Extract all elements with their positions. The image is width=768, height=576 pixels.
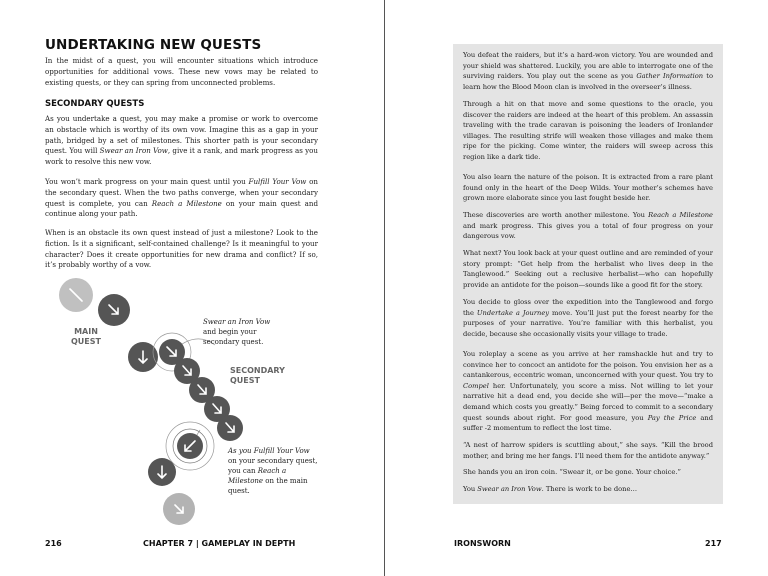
page-number: 216 [45, 539, 62, 548]
example-paragraph: These discoveries are worth another milestone. You Reach a Milestone and mark progress. This gives you a total of four progress on your dangerous vow. [463, 211, 713, 241]
main-quest-label: MAIN QUEST [71, 327, 101, 346]
example-paragraph: “A nest of harrow spiders is scuttling about,” she says. “Kill the brood mother, and bring me her fangs. I’ll need them for the antidote anyway.” [463, 441, 713, 460]
move-name: Pay the Price [647, 413, 697, 422]
move-name: Swear an Iron Vow [99, 146, 168, 156]
move-name: Gather Information [636, 72, 704, 81]
example-paragraph: You roleplay a scene as you arrive at her ramshackle hut and try to convince her to concoct an antidote for the poison. You envision her as a cantankerous, eccentric woman, unconcerned with your quest. You try to Compel her. Unfortunately, you score a miss. Not willing to let your narrative hit a dead end, you decide she will—per the move—“make a demand which costs you greatly.” Being forced to commit to a secondary quest sounds about right. For good measure, you Pay the Price and suffer -2 momentum to reflect the lost time. [463, 350, 714, 433]
intro-paragraph: In the midst of a quest, you will encounter situations which introduce opportunities for additional vows. These new vows may be related to existing quests, or they can spring from unconnected problems. [45, 56, 318, 87]
swear-vow-note: Swear an Iron Vow and begin your secondary quest. [203, 318, 271, 346]
example-paragraph: She hands you an iron coin. “Swear it, or be gone. Your choice.” [463, 468, 681, 476]
section-heading: SECONDARY QUESTS [45, 99, 145, 109]
paragraph-1: As you undertake a quest, you may make a promise or work to overcome an obstacle which is worthy of its own vow. Imagine this as a gap in your path, bridged by a set of milestones. This shorter path is your secondary quest. You will Swear an Iron Vow, give it a rank, and mark progress as you work to resolve this new vow. [45, 114, 318, 167]
page-number: 217 [705, 539, 722, 548]
chapter-footer: CHAPTER 7 | GAMEPLAY IN DEPTH [143, 539, 296, 548]
move-name: Swear an Iron Vow [477, 485, 542, 493]
page-title: UNDERTAKING NEW QUESTS [45, 37, 262, 53]
paragraph-2: You won’t mark progress on your main quest until you Fulfill Your Vow on the secondary quest. When the two paths converge, when your secondary quest is complete, you can Reach a Milestone on your main quest and continue along your path. [45, 177, 318, 219]
move-name: Fulfill Your Vow [248, 177, 307, 186]
page-divider [384, 0, 385, 576]
move-name: Undertake a Journey [476, 308, 550, 317]
move-name: Compel [463, 381, 489, 390]
example-paragraph: You Swear an Iron Vow. There is work to be done… [463, 485, 638, 493]
example-paragraph: Through a hit on that move and some questions to the oracle, you discover the raiders are indeed at the heart of this problem. An assassin traveling with the trade caravan is poisoning the leaders of Ironlander villages. The resulting strife will weaken those villages and make them ripe for the picking. Come winter, the raiders will sweep across this region like a dark tide. [463, 100, 713, 161]
secondary-quest-label: SECONDARY QUEST [230, 366, 285, 385]
fulfill-vow-note: As you Fulfill Your Vow on your secondary quest, you can Reach a Milestone on the main quest. [228, 447, 318, 495]
quest-path-diagram [45, 275, 335, 530]
move-name: Reach a Milestone [151, 198, 222, 208]
book-title-footer: IRONSWORN [454, 539, 511, 548]
example-paragraph: You also learn the nature of the poison. It is extracted from a rare plant found only in the heart of the Deep Wilds. Your mother’s schemes have grown more elaborate since you last fought beside her. [463, 173, 713, 203]
example-paragraph: You decide to gloss over the expedition into the Tanglewood and forgo the Undertake a Journey move. You’ll just put the forest nearby for the purposes of your narrative. You’re familiar with this herbalist, you decide, because she occasionally visits your village to trade. [463, 298, 714, 338]
move-name: Reach a Milestone [648, 211, 713, 219]
example-paragraph: What next? You look back at your quest outline and are reminded of your story prompt: “Get help from the herbalist who lives deep in the Tanglewood.” Seeking out a reclusive herbalist—who can hopefully provide an antidote for the poison—sounds like a good fit for the story. [463, 249, 713, 289]
paragraph-3: When is an obstacle its own quest instead of just a milestone? Look to the fiction. Is it a significant, self-contained challenge? Is it meaningful to your character? Does it create opportunities for new drama and conflict? If so, it’s probably worthy of a vow. [45, 228, 318, 270]
example-paragraph: You defeat the raiders, but it’s a hard-won victory. You are wounded and your shield was shattered. Luckily, you are able to interrogate one of the surviving raiders. You play out the scene as you Gather Information to learn how the Blood Moon clan is involved in the overseer’s illness. [463, 51, 713, 91]
